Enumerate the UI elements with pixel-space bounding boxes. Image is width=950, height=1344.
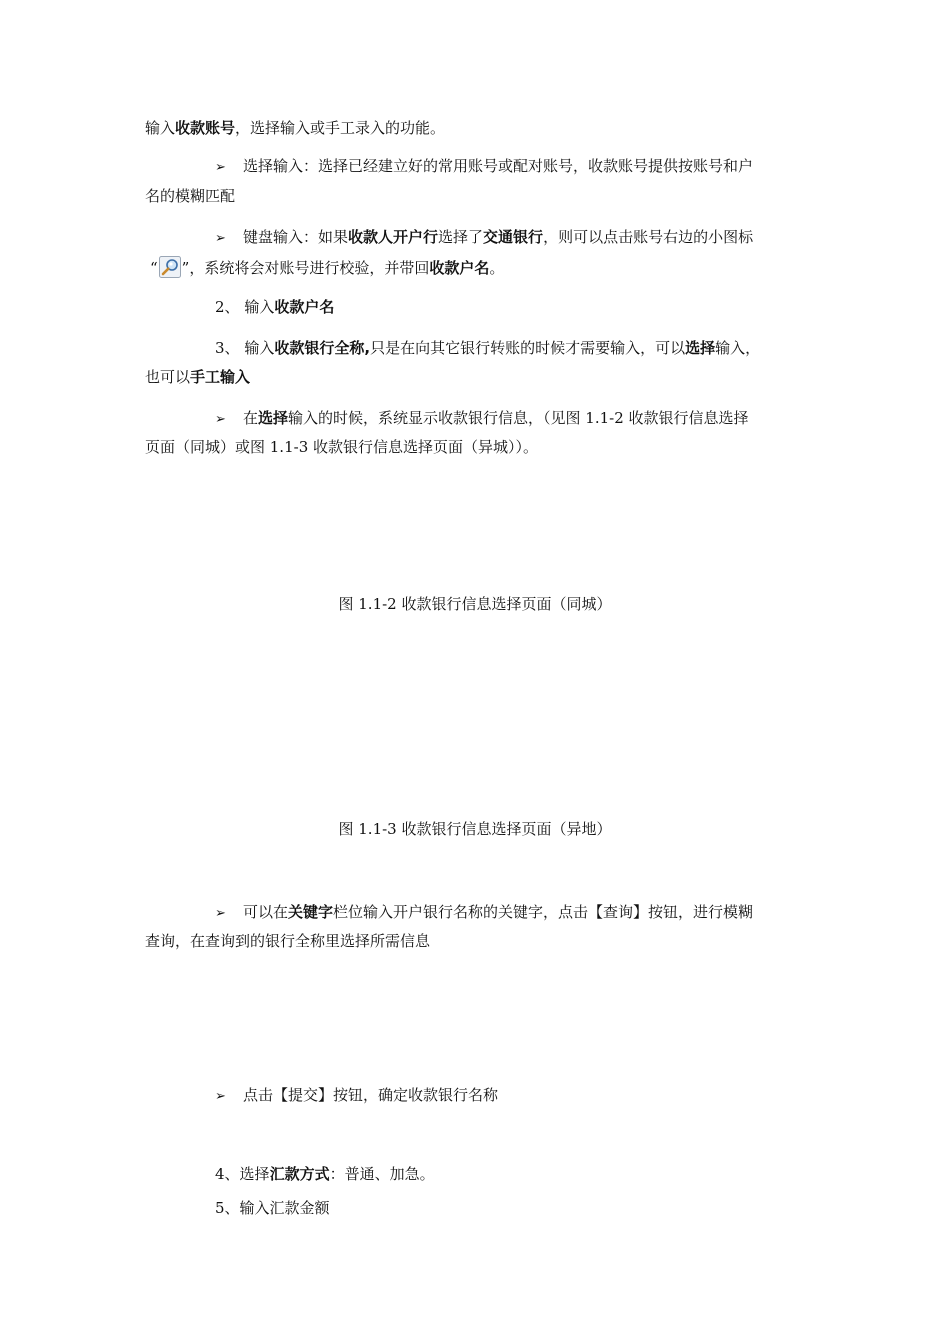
figure-caption-other-city: 图 1.1-3 收款银行信息选择页面（异地） [338,820,612,838]
bullet-arrow-icon: ➢ [215,231,226,246]
step-number: 5、 [215,1199,240,1217]
figure-caption-same-city: 图 1.1-2 收款银行信息选择页面（同城） [338,595,612,613]
bullet-keyboard-input-cont [150,256,812,276]
punct: , [364,339,371,357]
text: ，则可以点击账号右边的小图标 [543,228,754,246]
text: 输入 [244,298,275,316]
bullet-select-input-cont [145,186,807,206]
term-manual-input: 手工输入 [190,368,251,386]
bullet-arrow-icon: ➢ [215,160,226,175]
term-select: 选择 [685,339,716,357]
text: 也可以 [145,368,191,386]
bullet-keyword-query [215,902,807,922]
bullet-arrow-icon: ➢ [215,906,226,921]
paragraph-receiving-account [145,118,807,138]
text: 页面（同城）或图 1.1-3 收款银行信息选择页面（异城））。 [145,438,539,456]
text: 。 [489,259,505,277]
bullet-arrow-icon: ➢ [215,412,226,427]
step-3-bank-full-name [215,338,807,358]
term-remit-method: 汇款方式 [269,1165,330,1183]
term-receiving-account: 收款账号 [175,119,236,137]
text: 选择了 [438,228,484,246]
text: 输入， [715,339,761,357]
text: ”，系统将会对账号进行校验，并带回 [181,259,430,277]
step-3-bank-full-name-cont [145,367,807,387]
text: 输入 [244,339,275,357]
term-payee-name: 收款户名 [429,259,490,277]
term-payee-name: 收款户名 [274,298,335,316]
text: 在 [243,409,259,427]
text: 名的模糊匹配 [145,187,236,205]
text: “ [150,259,158,277]
bullet-select-bank-info-cont [145,437,807,457]
term-payee-bank: 收款人开户行 [348,228,439,246]
text: 只是在向其它银行转账的时候才需要输入，可以 [370,339,686,357]
text: 输入 [145,119,176,137]
step-4-remit-method [215,1164,807,1184]
text: ，选择输入或手工录入的功能。 [235,119,446,137]
text: 输入汇款金额 [239,1199,330,1217]
bullet-select-input [215,156,807,176]
text: 查询，在查询到的银行全称里选择所需信息 [145,932,431,950]
bullet-arrow-icon: ➢ [215,1089,226,1104]
text: 输入的时候，系统显示收款银行信息，（见图 1.1-2 收款银行信息选择 [288,409,749,427]
bullet-select-bank-info [215,408,807,428]
magnifier-search-icon [159,256,181,278]
text: 栏位输入开户银行名称的关键字，点击【查询】按钮，进行模糊 [333,903,754,921]
step-number: 2、 [215,298,240,316]
text: 键盘输入：如果 [243,228,349,246]
term-select: 选择 [258,409,289,427]
text: ：普通、加急。 [329,1165,435,1183]
bullet-keyword-query-cont [145,931,807,951]
bullet-submit [215,1085,807,1105]
bullet-keyboard-input [215,227,807,247]
step-number: 3、 [215,339,240,357]
term-bocom: 交通银行 [483,228,544,246]
step-number: 4、 [215,1165,240,1183]
step-5-amount [215,1198,807,1218]
term-keyword: 关键字 [288,903,334,921]
text: 可以在 [243,903,289,921]
text: 点击【提交】按钮，确定收款银行名称 [243,1086,499,1104]
term-bank-full-name: 收款银行全称 [274,339,365,357]
step-2-payee-name [215,297,807,317]
text: 选择输入：选择已经建立好的常用账号或配对账号，收款账号提供按账号和户 [243,157,754,175]
text: 选择 [239,1165,270,1183]
